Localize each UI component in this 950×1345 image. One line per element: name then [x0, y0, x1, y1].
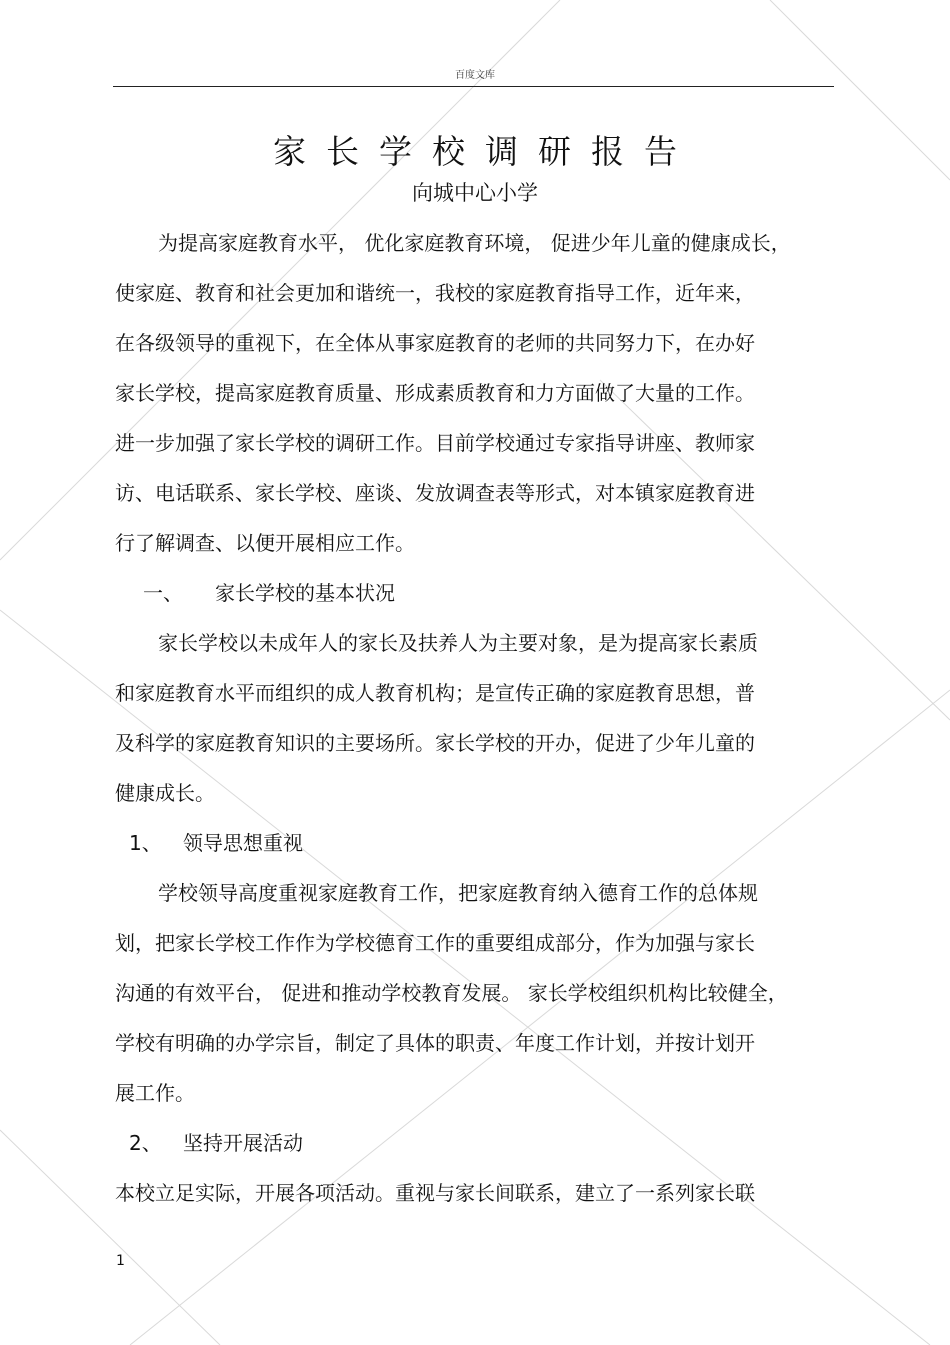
- paragraph-line: 家长学校以未成年人的家长及扶养人为主要对象，是为提高家长素质: [158, 631, 758, 655]
- paragraph-line: 本校立足实际，开展各项活动。重视与家长间联系，建立了一系列家长联: [115, 1181, 755, 1205]
- paragraph-line: 进一步加强了家长学校的调研工作。目前学校通过专家指导讲座、教师家: [115, 431, 755, 455]
- paragraph-line: 行了解调查、以便开展相应工作。: [115, 531, 415, 555]
- paragraph-line: 在各级领导的重视下，在全体从事家庭教育的老师的共同努力下，在办好: [115, 331, 755, 355]
- section-heading-text: 家长学校的基本状况: [215, 581, 395, 605]
- subsection-heading-number: 2、: [129, 1131, 162, 1155]
- paragraph-line: 沟通的有效平台， 促进和推动学校教育发展。 家长学校组织机构比较健全，: [115, 981, 788, 1005]
- paragraph-line: 学校有明确的办学宗旨，制定了具体的职责、年度工作计划，并按计划开: [115, 1031, 755, 1055]
- header-label: 百度文库: [455, 70, 495, 81]
- page-number: 1: [116, 1253, 125, 1269]
- paragraph-line: 学校领导高度重视家庭教育工作，把家庭教育纳入德育工作的总体规: [158, 881, 758, 905]
- header-rule: [113, 86, 834, 87]
- subsection-heading-text: 领导思想重视: [183, 831, 303, 855]
- paragraph-line: 及科学的家庭教育知识的主要场所。家长学校的开办，促进了少年儿童的: [115, 731, 755, 755]
- document-title: 家长学校调研报告: [273, 132, 697, 171]
- paragraph-line: 展工作。: [115, 1081, 195, 1105]
- document-subtitle: 向城中心小学: [412, 181, 538, 205]
- paragraph-line: 使家庭、教育和社会更加和谐统一，我校的家庭教育指导工作，近年来，: [115, 281, 755, 305]
- paragraph-line: 和家庭教育水平而组织的成人教育机构；是宣传正确的家庭教育思想，普: [115, 681, 755, 705]
- subsection-heading-number: 1、: [129, 831, 162, 855]
- subsection-heading-text: 坚持开展活动: [183, 1131, 303, 1155]
- paragraph-line: 家长学校，提高家庭教育质量、形成素质教育和力方面做了大量的工作。: [115, 381, 755, 405]
- paragraph-line: 为提高家庭教育水平， 优化家庭教育环境， 促进少年儿童的健康成长，: [158, 231, 791, 255]
- paragraph-line: 访、电话联系、家长学校、座谈、发放调查表等形式，对本镇家庭教育进: [115, 481, 755, 505]
- paragraph-line: 健康成长。: [115, 781, 215, 805]
- section-heading-number: 一、: [143, 581, 183, 605]
- paragraph-line: 划，把家长学校工作作为学校德育工作的重要组成部分，作为加强与家长: [115, 931, 755, 955]
